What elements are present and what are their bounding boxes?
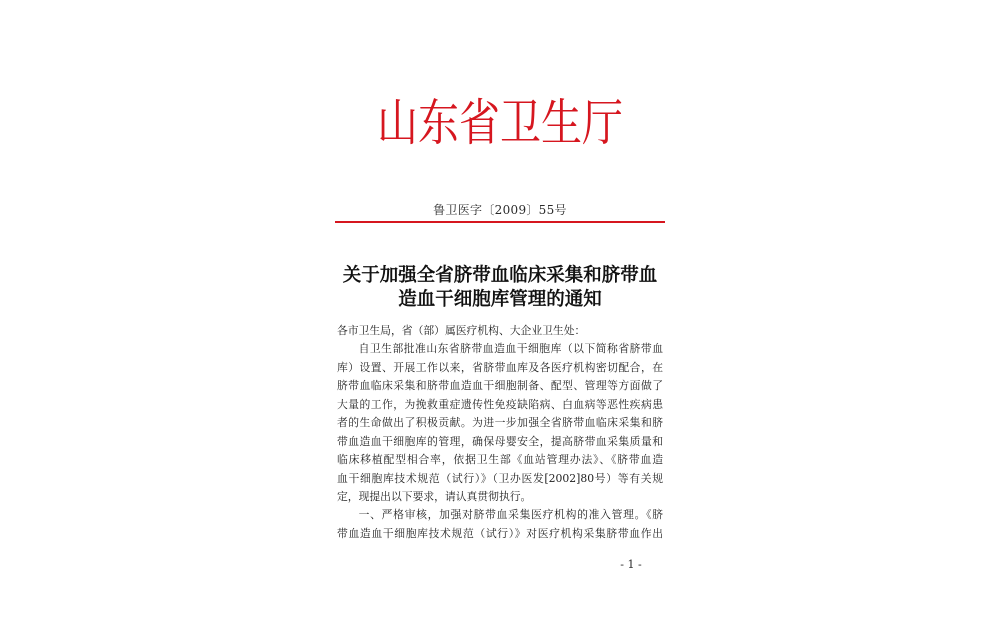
text-line: 临床移植配型相合率，依据卫生部《血站管理办法》、《脐带血造	[337, 453, 663, 467]
salutation: 各市卫生局，省（部）属医疗机构、大企业卫生处：	[337, 324, 586, 337]
paragraph	[337, 340, 663, 506]
text-line: 带血造血干细胞库的管理，确保母婴安全，提高脐带血采集质量和	[337, 434, 663, 448]
text-line: 一、严格审核，加强对脐带血采集医疗机构的准入管理。《脐	[358, 508, 663, 522]
text-line: 血干细胞库技术规范（试行）》（卫办医发[2002]80号）等有关规	[337, 471, 663, 485]
text-line: 脐带血临床采集和脐带血造血干细胞制备、配型、管理等方面做了	[337, 379, 663, 393]
text-line: 大量的工作，为挽救重症遗传性免疫缺陷病、白血病等恶性疾病患	[337, 397, 663, 411]
text-line: 定，现提出以下要求，请认真贯彻执行。	[337, 489, 532, 503]
issuer-letterhead: 山东省卫生厅	[377, 94, 623, 152]
text-line: 者的生命做出了积极贡献。为进一步加强全省脐带血临床采集和脐	[337, 416, 663, 430]
title-line: 关于加强全省脐带血临床采集和脐带血	[342, 265, 658, 286]
page-number: - 1 -	[620, 558, 642, 571]
text-line: 自卫生部批准山东省脐带血造血干细胞库（以下简称省脐带血	[358, 342, 663, 356]
paragraph	[337, 506, 663, 543]
text-line: 带血造血干细胞库技术规范（试行）》对医疗机构采集脐带血作出	[337, 526, 663, 540]
letterhead-divider	[335, 221, 665, 223]
title-line: 造血干细胞库管理的通知	[398, 289, 602, 310]
letter-body	[337, 340, 663, 543]
document-number: 鲁卫医字〔2009〕55号	[433, 203, 567, 217]
document-title	[330, 264, 670, 312]
text-line: 库）设置、开展工作以来，省脐带血库及各医疗机构密切配合，在	[337, 360, 663, 374]
